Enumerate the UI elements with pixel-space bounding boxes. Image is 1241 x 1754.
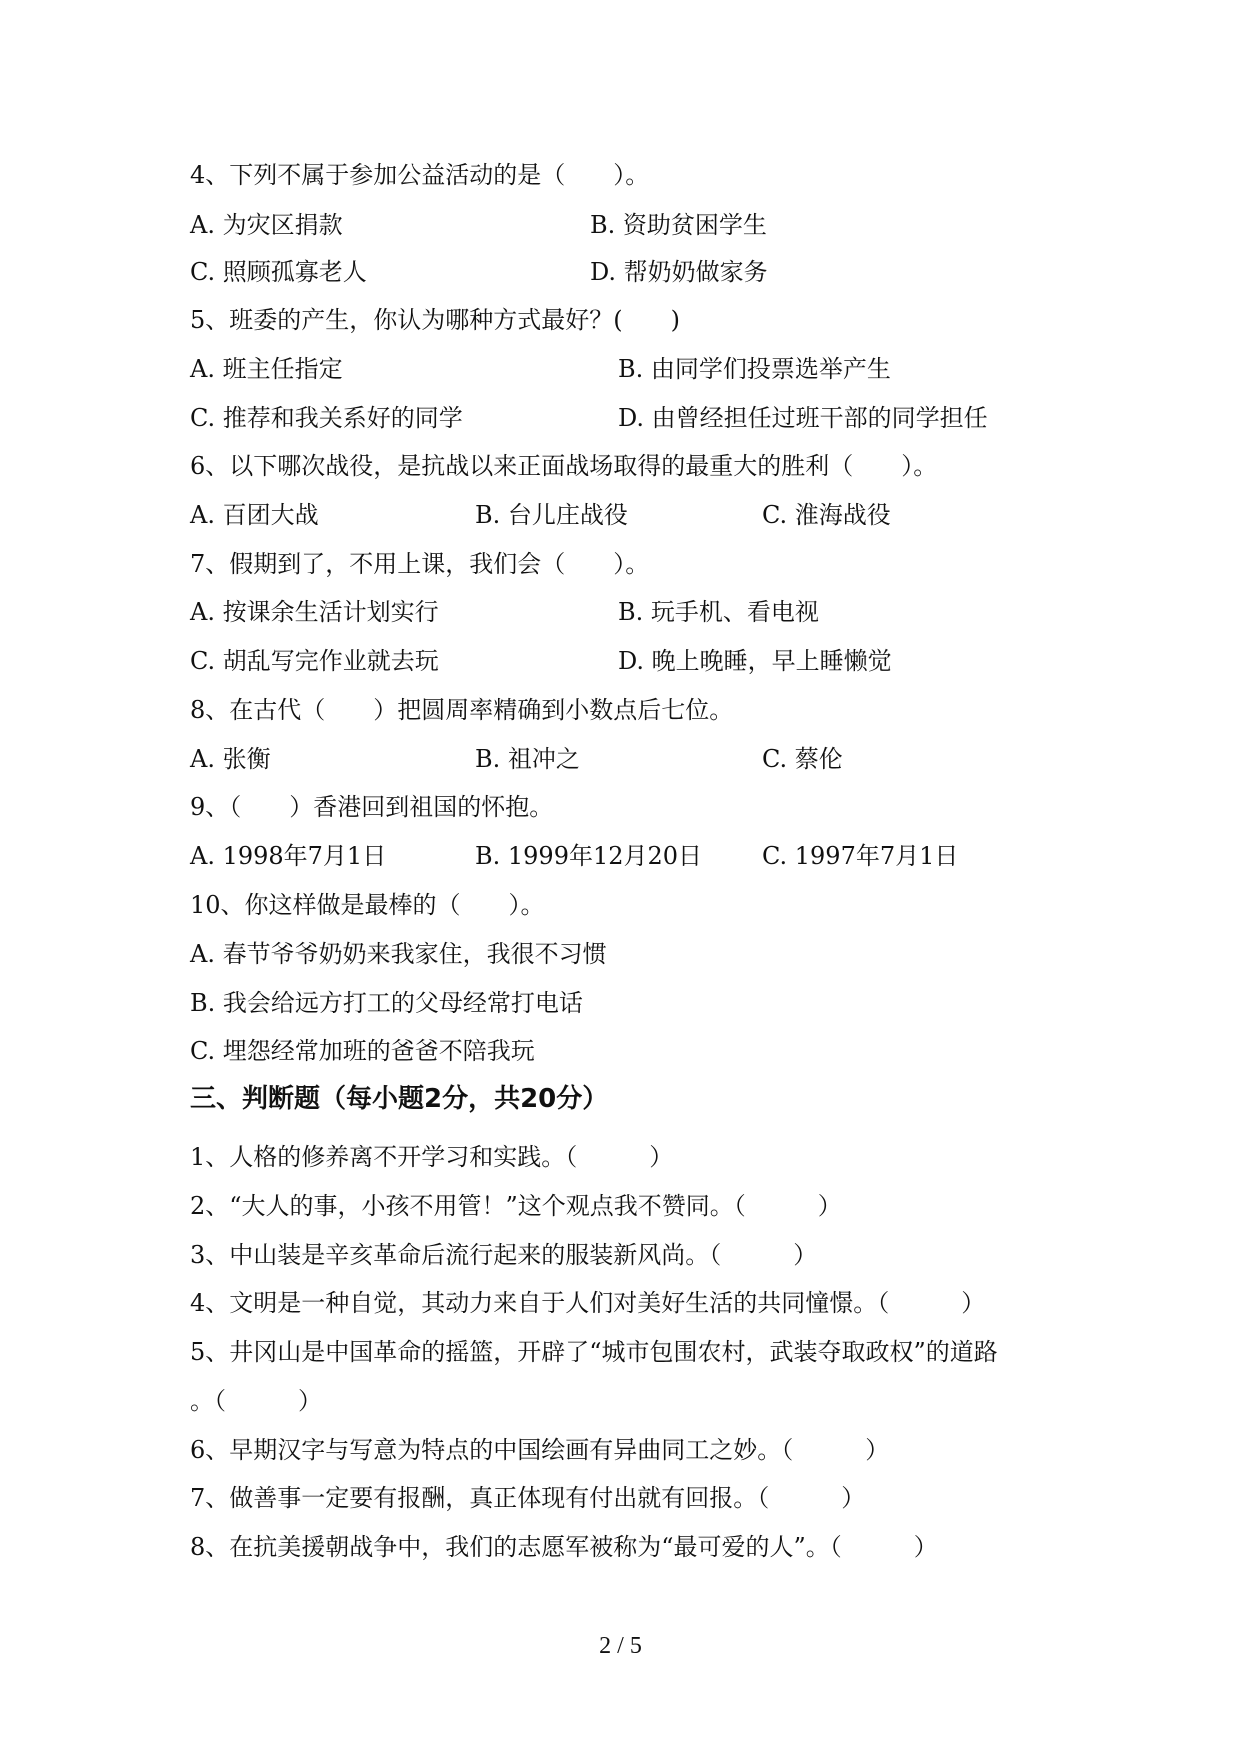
option-c: C. 推荐和我关系好的同学 [190, 404, 463, 432]
question-4: 4、下列不属于参加公益活动的是（ ）。 [190, 161, 650, 189]
question-7: 7、假期到了，不用上课，我们会（ ）。 [190, 550, 650, 578]
option-c: C. 胡乱写完作业就去玩 [190, 647, 439, 675]
judgment-item-4: 4、文明是一种自觉，其动力来自于人们对美好生活的共同憧憬。（ ） [190, 1289, 986, 1317]
option-b: B. 玩手机、看电视 [618, 598, 819, 626]
judgment-item-6: 6、早期汉字与写意为特点的中国绘画有异曲同工之妙。（ ） [190, 1436, 890, 1464]
option-d: D. 帮奶奶做家务 [590, 258, 768, 286]
option-c: C. 蔡伦 [762, 745, 843, 773]
question-5: 5、班委的产生，你认为哪种方式最好？( ) [190, 306, 680, 334]
judgment-item-5: 5、井冈山是中国革命的摇篮，开辟了“城市包围农村，武装夺取政权”的道路 [190, 1338, 998, 1366]
page-number: 2 / 5 [599, 1633, 642, 1659]
option-a: A. 百团大战 [190, 501, 319, 529]
option-d: D. 由曾经担任过班干部的同学担任 [618, 404, 988, 432]
judgment-item-3: 3、中山装是辛亥革命后流行起来的服装新风尚。（ ） [190, 1241, 818, 1269]
question-6: 6、以下哪次战役，是抗战以来正面战场取得的最重大的胜利（ ）。 [190, 452, 938, 480]
judgment-item-2: 2、“大人的事，小孩不用管！”这个观点我不赞同。（ ） [190, 1192, 842, 1220]
option-b: B. 1999年12月20日 [475, 842, 703, 870]
question-10-option-c: C. 埋怨经常加班的爸爸不陪我玩 [190, 1037, 535, 1065]
question-10-option-a: A. 春节爷爷奶奶来我家住，我很不习惯 [190, 940, 607, 968]
judgment-item-7: 7、做善事一定要有报酬，真正体现有付出就有回报。（ ） [190, 1484, 866, 1512]
judgment-item-5-continued: 。（ ） [190, 1387, 322, 1415]
question-10: 10、你这样做是最棒的（ ）。 [190, 891, 545, 919]
option-b: B. 由同学们投票选举产生 [618, 355, 891, 383]
option-d: D. 晚上晚睡，早上睡懒觉 [618, 647, 892, 675]
option-b: B. 台儿庄战役 [475, 501, 628, 529]
option-a: A. 为灾区捐款 [190, 211, 343, 239]
option-b: B. 祖冲之 [475, 745, 580, 773]
question-8: 8、在古代（ ）把圆周率精确到小数点后七位。 [190, 696, 734, 724]
judgment-item-8: 8、在抗美援朝战争中，我们的志愿军被称为“最可爱的人”。（ ） [190, 1533, 938, 1561]
option-b: B. 资助贫困学生 [590, 211, 767, 239]
option-a: A. 张衡 [190, 745, 271, 773]
question-10-option-b: B. 我会给远方打工的父母经常打电话 [190, 989, 583, 1017]
option-a: A. 按课余生活计划实行 [190, 598, 439, 626]
option-c: C. 1997年7月1日 [762, 842, 959, 870]
judgment-item-1: 1、人格的修养离不开学习和实践。（ ） [190, 1143, 674, 1171]
section-heading: 三、判断题（每小题2分，共20分） [190, 1084, 609, 1114]
option-c: C. 淮海战役 [762, 501, 891, 529]
option-a: A. 1998年7月1日 [190, 842, 387, 870]
option-a: A. 班主任指定 [190, 355, 343, 383]
question-9: 9、（ ）香港回到祖国的怀抱。 [190, 793, 554, 821]
option-c: C. 照顾孤寡老人 [190, 258, 367, 286]
